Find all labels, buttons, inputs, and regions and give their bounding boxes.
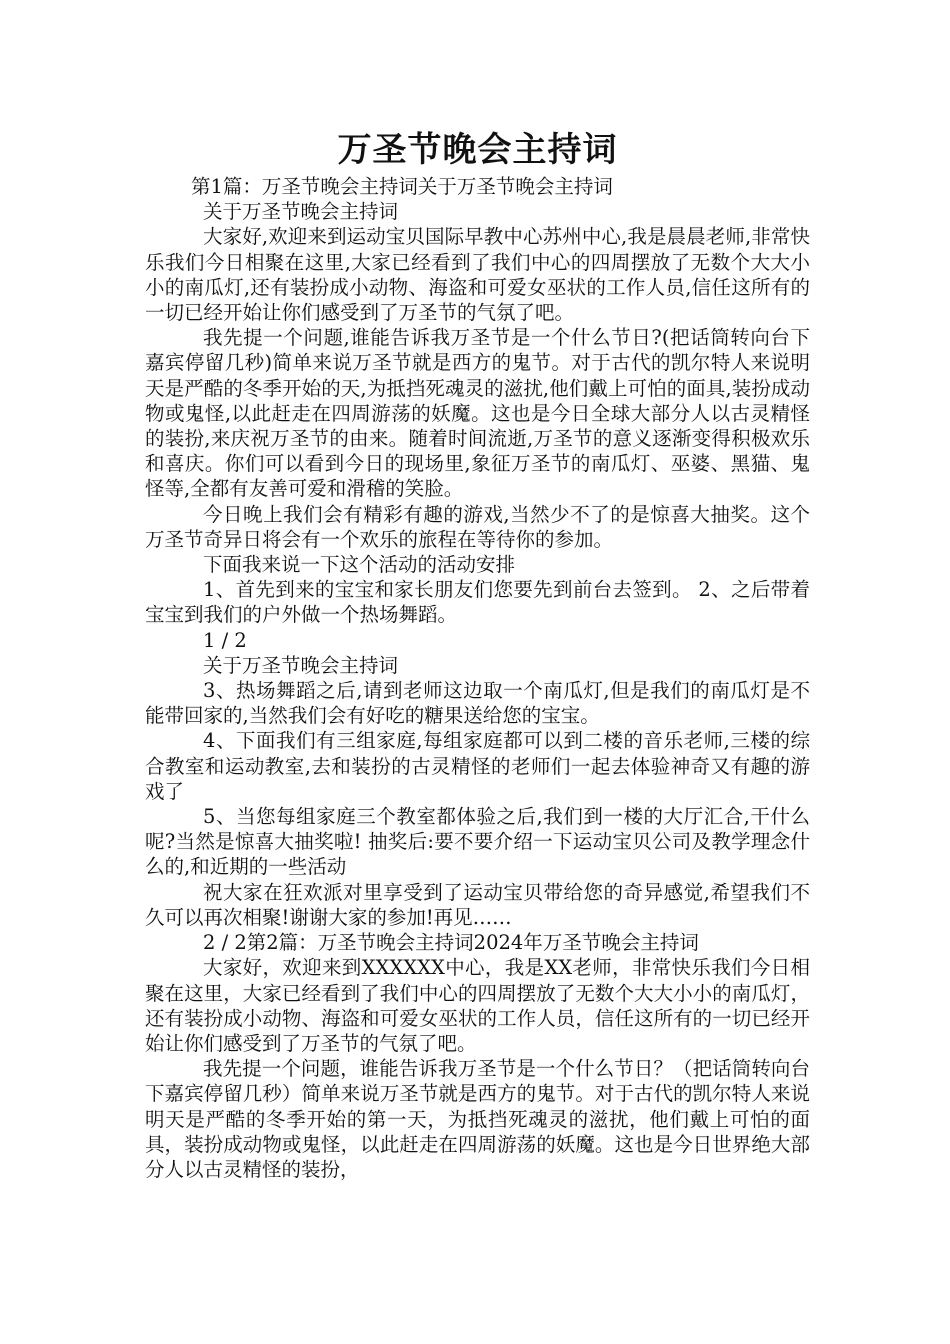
paragraph-2: 我先提一个问题,谁能告诉我万圣节是一个什么节日?(把话筒转向台下嘉宾停留几秒)简单来说万圣节就是西方的鬼节。对于古代的凯尔特人来说明天是严酷的冬季开始的天,为抵挡死魂灵的滋扰,他们戴上可怕的面具,装扮成动物或鬼怪,以此赶走在四周游荡的妖魔。这也是今日全球大部分人以古灵精怪的装扮,来庆祝万圣节的由来。随着时间流逝,万圣节的意义逐渐变得积极欢乐和喜庆。你们可以看到今日的现场里,象征万圣节的南瓜灯、巫婆、黑猫、鬼怪等,全都有友善可爱和滑稽的笑脸。 (145, 326, 810, 501)
sub-heading: 关于万圣节晚会主持词 (203, 200, 399, 224)
paragraph-5: 1、首先到来的宝宝和家长朋友们您要先到前台去签到。 2、之后带着宝宝到我们的户外做一个热场舞蹈。 (145, 578, 810, 627)
paragraph-12: 我先提一个问题，谁能告诉我万圣节是一个什么节日？（把话筒转向台下嘉宾停留几秒）简单来说万圣节就是西方的鬼节。对于古代的凯尔特人来说明天是严酷的冬季开始的第一天，为抵挡死魂灵的滋扰，他们戴上可怕的面具，装扮成动物或鬼怪，以此赶走在四周游荡的妖魔。这也是今日世界绝大部分人以古灵精怪的装扮， (145, 1057, 810, 1181)
paragraph-3: 今日晚上我们会有精彩有趣的游戏,当然少不了的是惊喜大抽奖。这个万圣节奇异日将会有一个欢乐的旅程在等待你的参加。 (145, 502, 810, 551)
sub-heading-2: 关于万圣节晚会主持词 (203, 653, 399, 677)
document-page (145, 128, 810, 1182)
paragraph-11: 大家好，欢迎来到XXXXXX中心，我是XX老师，非常快乐我们今日相聚在这里，大家已经看到了我们中心的四周摆放了无数个大大小小的南瓜灯，还有装扮成小动物、海盗和可爱女巫状的工作人员，信任这所有的一切已经开始让你们感受到了万圣节的气氛了吧。 (145, 956, 810, 1055)
paragraph-7: 4、下面我们有三组家庭,每组家庭都可以到二楼的音乐老师,三楼的综合教室和运动教室,去和装扮的古灵精怪的老师们一起去体验神奇又有趣的游戏了 (145, 729, 810, 803)
section-1-heading: 第1篇：万圣节晚会主持词关于万圣节晚会主持词 (191, 175, 613, 198)
paragraph-9: 祝大家在狂欢派对里享受到了运动宝贝带给您的奇异感觉,希望我们不久可以再次相聚!谢谢大家的参加!再见…… (145, 880, 810, 929)
paragraph-6: 3、热场舞蹈之后,请到老师这边取一个南瓜灯,但是我们的南瓜灯是不能带回家的,当然我们会有好吃的糖果送给您的宝宝。 (145, 679, 810, 728)
document-title: 万圣节晚会主持词 (337, 130, 618, 170)
paragraph-8: 5、当您每组家庭三个教室都体验之后,我们到一楼的大厅汇合,干什么呢?当然是惊喜大抽奖啦! 抽奖后:要不要介绍一下运动宝贝公司及教学理念什么的,和近期的一些活动 (145, 805, 810, 879)
paragraph-1: 大家好,欢迎来到运动宝贝国际早教中心苏州中心,我是晨晨老师,非常快乐我们今日相聚在这里,大家已经看到了我们中心的四周摆放了无数个大大小小的南瓜灯,还有装扮成小动物、海盗和可爱女巫状的工作人员,信任这所有的一切已经开始让你们感受到了万圣节的气氛了吧。 (145, 225, 810, 325)
section-2-heading: 2 / 2第2篇：万圣节晚会主持词2024年万圣节晚会主持词 (203, 931, 699, 955)
paragraph-4: 下面我来说一下这个活动的活动安排 (203, 553, 516, 577)
page-mark-1: 1 / 2 (203, 628, 247, 652)
